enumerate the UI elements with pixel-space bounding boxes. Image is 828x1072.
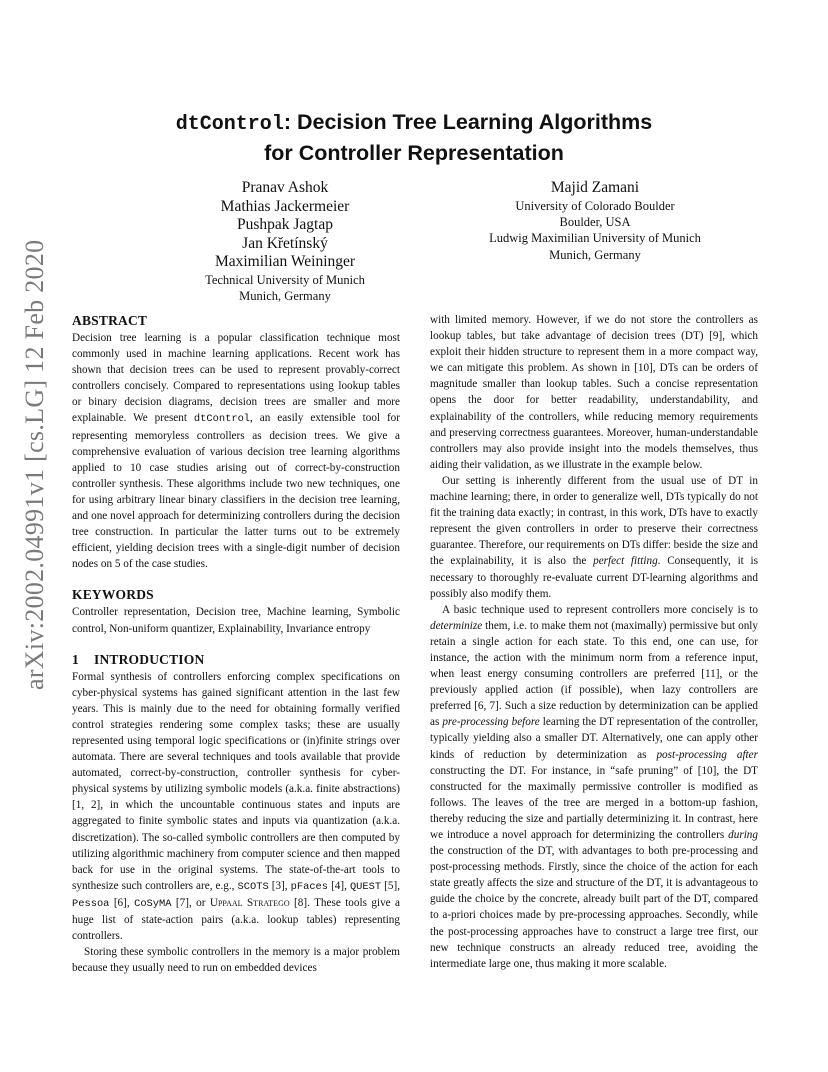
- tool-uppaal: Uppaal Stratego: [209, 896, 290, 909]
- intro-text: [4],: [328, 879, 350, 892]
- right-column: [430, 312, 758, 972]
- author-location: Munich, Germany: [239, 289, 331, 304]
- intro-text: Formal synthesis of controllers enforcing complex specifications on cyber-physical systems has gained significant attention in the last few years. This is mainly due to the need for obtaining formally verified control strategies rendering some complex tasks; these are usually represented using temporal logic specifications or (in)finite strings over automata. There are several techniques and tools available that provide automated, correct-by-construction, controller synthesis for cyber-physical systems by utilizing symbolic models (a.k.a. finite abstractions) [1, 2], in which the uncountable continuous states and inputs are aggregated to finite symbolic states and inputs via quantization (a.k.a. discretization). The so-called symbolic controllers are then computed by utilizing algorithmic machinery from computer science and then mapped back for use in the original systems. The state-of-the-art tools to synthesize such controllers are, e.g.,: [72, 670, 400, 892]
- intro-text: A basic technique used to represent controllers more concisely is to: [442, 603, 758, 616]
- intro-paragraph: [430, 473, 758, 602]
- intro-text: the construction of the DT, with advantages to both pre-processing and post-processing methods. Firstly, since the choice of the action for each state greatly affects the size and structure of the DT, it is advantageous to guide the choice by the concrete, already built part of the DT, compared to a-priori choices made by pre-processing approaches. Secondly, while the post-processing approaches have to construct a large tree first, our new technique constructs an already reduced tree, avoiding the intermediate large one, thus making it more scalable.: [430, 845, 758, 970]
- intro-text: constructing the DT. For instance, in “safe pruning” of [10], the DT constructed for the maximally permissive controller is modified as follows. The leaves of the tree are merged in a bottom-up fashion, thereby reducing the size and partially determinizing it. In contrast, here we introduce a novel approach for determinizing the controllers: [430, 764, 758, 841]
- author-affiliation: University of Colorado Boulder: [515, 198, 675, 213]
- intro-paragraph: [430, 602, 758, 972]
- intro-text: [6],: [109, 896, 135, 909]
- author-affiliation: Ludwig Maximilian University of Munich: [489, 231, 701, 246]
- tool-pfaces: pFaces: [290, 880, 329, 893]
- emphasis: during: [728, 829, 758, 841]
- emphasis: determinize: [430, 619, 483, 632]
- intro-paragraph: Storing these symbolic controllers in the memory is a major problem because they usually need to run on embedded devices: [72, 946, 400, 975]
- abstract-text: [72, 330, 400, 572]
- author-affiliation: Technical University of Munich: [205, 272, 365, 287]
- author-block-right: [445, 179, 745, 263]
- section-title: INTRODUCTION: [94, 651, 205, 667]
- author-location: Boulder, USA: [559, 215, 631, 229]
- intro-text: them, i.e. to make them not (maximally) permissive but only retain a single action for each state. To this end, one can use, for instance, the action with the minimum norm from a reference input, when least energy consuming controllers are preferred [11], or the previously applied action (if possible), when lazy controllers are preferred [6, 7]. Such a size reduction by determinization can be applied as: [430, 619, 758, 729]
- intro-text: Our setting is inherently different from the usual use of DT in machine learning; there, in order to generalize well, DTs typically do not fit the training data exactly; in contrast, in this work, DTs have to exactly represent the given controllers in order to preserve their correctness guarantee. Therefore, our requirements on DTs differ: beside the size and the explainability, it is also the: [430, 474, 758, 568]
- author-name: Jan Křetínský: [242, 234, 328, 252]
- emphasis: perfect fitting: [593, 555, 658, 568]
- intro-text: [5],: [381, 879, 400, 892]
- intro-heading: [72, 651, 400, 669]
- author-block-left: [140, 179, 430, 305]
- intro-text: learning the DT representation of the controller, typically yielding also a smaller DT. Alternatively, one can apply other kinds of reduction by determinization as: [430, 716, 758, 761]
- author-name: Maximilian Weininger: [214, 253, 356, 271]
- keywords-heading: KEYWORDS: [72, 587, 154, 603]
- intro-paragraph: [72, 669, 400, 945]
- title-tool-name: dtControl: [175, 113, 284, 136]
- title-line1: : Decision Tree Learning Algorithms: [283, 110, 653, 134]
- intro-text: [3],: [268, 879, 291, 892]
- title-line2: for Controller Representation: [264, 141, 564, 165]
- emphasis: pre-processing before: [442, 716, 540, 729]
- abstract-text-part: Decision tree learning is a popular classification technique most commonly used in machine learning applications. Recent work has shown that decision trees can be used to represent provably-correct controllers concisely. Compared to representations using lookup tables or binary decision diagrams, decision trees are smaller and more explainable. We present: [72, 332, 400, 425]
- section-number: 1: [72, 651, 79, 667]
- intro-paragraph: with limited memory. However, if we do not store the controllers as lookup tables, but take advantage of decision trees (DT) [9], which exploit their hidden structure to represent them in a more compact way, we can mitigate this problem. As shown in [10], DTs can be orders of magnitude smaller than lookup tables. Such a concise representation opens the door for better readability, understandability, and explainability of the controllers, while reducing memory requirements and preserving correctness guarantees. Moreover, human-understandable controllers may also provide insight into the models themselves, thus aiding their validation, as we illustrate in the example below.: [430, 314, 758, 471]
- intro-text: [8]. These tools give a huge list of state-action pairs (a.k.a. lookup tables) representing controllers.: [72, 896, 400, 943]
- keywords-text: Controller representation, Decision tree, Machine learning, Symbolic control, Non-uniform quantizer, Explainability, Invariance entropy: [72, 606, 400, 635]
- abstract-tool-name: dtControl: [193, 413, 251, 426]
- tool-scots: SCOTS: [237, 880, 269, 893]
- author-name: Pushpak Jagtap: [236, 216, 333, 234]
- author-name: Majid Zamani: [550, 179, 640, 196]
- intro-text: [7], or: [171, 896, 210, 909]
- abstract-heading: ABSTRACT: [72, 313, 148, 328]
- abstract-text-part: , an easily extensible tool for representing memoryless controllers as decision trees. We give a comprehensive evaluation of various decision tree learning algorithms applied to 10 case studies arising out of correct-by-construction controller synthesis. These algorithms include two new techniques, one for using arbitrary linear binary classifiers in the decision tree learning, and one novel approach for determinizing controllers during the decision tree construction. In particular the latter turns out to be extremely efficient, yielding decision trees with a single-digit number of decision nodes on 5 of the case studies.: [72, 412, 401, 571]
- author-name: Pranav Ashok: [241, 179, 329, 196]
- left-column: [72, 312, 400, 976]
- tool-pessoa: Pessoa: [72, 897, 110, 910]
- arxiv-stamp: arXiv:2002.04991v1 [cs.LG] 12 Feb 2020: [20, 239, 49, 690]
- tool-quest: QUEST: [349, 880, 382, 893]
- author-location: Munich, Germany: [549, 247, 641, 262]
- tool-cosyma: CoSyMA: [134, 897, 172, 910]
- intro-text: . Consequently, it is necessary to thoroughly re-evaluate current DT-learning algorithms and possibly also modify them.: [430, 555, 758, 600]
- emphasis: post-processing after: [656, 748, 758, 761]
- author-name: Mathias Jackermeier: [220, 197, 350, 215]
- paper-title: [60, 108, 768, 167]
